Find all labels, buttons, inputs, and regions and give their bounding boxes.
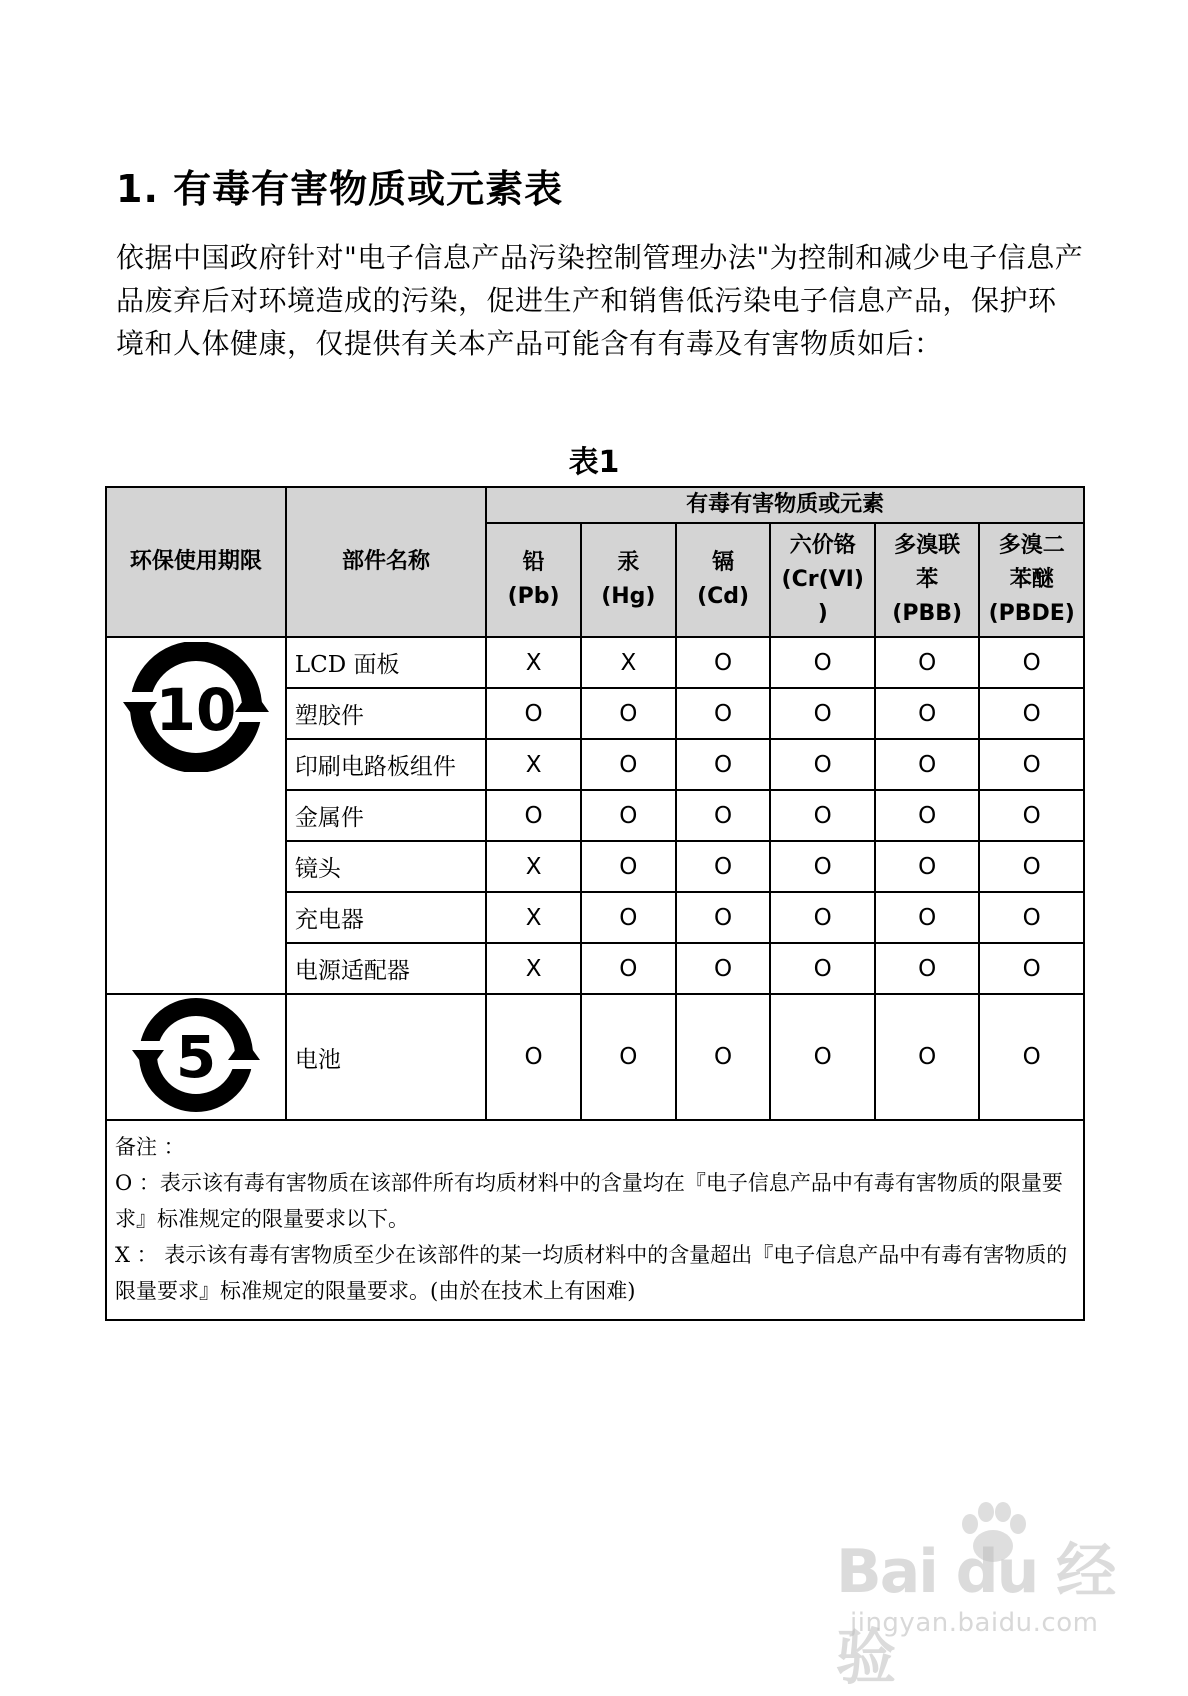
recycle-10-icon — [121, 642, 271, 772]
watermark-brand: Bai du 经验 — [836, 1537, 1115, 1693]
part-name: 塑胶件 — [286, 688, 486, 739]
mark-cell: O — [875, 688, 979, 739]
part-name: 金属件 — [286, 790, 486, 841]
mark-cell: O — [979, 892, 1084, 943]
header-row — [106, 487, 1084, 523]
mark-cell: O — [770, 943, 874, 994]
section-heading: 1. 有毒有害物质或元素表 — [116, 167, 564, 211]
table-row — [106, 637, 1084, 688]
hazardous-substance-table — [105, 486, 1085, 1321]
table-caption: 表1 — [568, 445, 620, 480]
mark-cell: O — [581, 892, 676, 943]
baidu-jingyan-watermark — [836, 1500, 1136, 1693]
recycle-5-icon — [126, 997, 266, 1113]
notes-row — [106, 1120, 1084, 1320]
mark-cell: X — [486, 739, 581, 790]
mark-cell: O — [676, 841, 771, 892]
intro-paragraph: 依据中国政府针对"电子信息产品污染控制管理办法"为控制和减少电子信息产品废弃后对环境造成的污染，促进生产和销售低污染电子信息产品，保护环境和人体健康，仅提供有关本产品可能含有有毒及有害物质如后： — [116, 241, 1084, 360]
mark-cell: O — [770, 637, 874, 688]
mark-cell: O — [979, 739, 1084, 790]
watermark-url: jingyan.baidu.com — [850, 1608, 1099, 1638]
header-substance-group: 有毒有害物质或元素 — [486, 487, 1084, 523]
header-lead: 铅 (Pb) — [486, 523, 581, 637]
mark-cell: X — [486, 943, 581, 994]
mark-cell: O — [676, 943, 771, 994]
mark-cell: O — [486, 994, 581, 1120]
header-cadmium: 镉 (Cd) — [676, 523, 771, 637]
mark-cell: O — [581, 688, 676, 739]
header-pbb: 多溴联 苯 (PBB) — [875, 523, 979, 637]
part-name: 镜头 — [286, 841, 486, 892]
notes-x-legend: X ： 表示该有毒有害物质至少在该部件的某一均质材料中的含量超出『电子信息产品中有毒有害物质的限量要求』标准规定的限量要求。(由於在技术上有困难) — [115, 1243, 1068, 1303]
mark-cell: O — [770, 994, 874, 1120]
mark-cell: O — [581, 841, 676, 892]
epup-10-logo-cell — [106, 637, 286, 994]
mark-cell: X — [486, 841, 581, 892]
mark-cell: O — [979, 841, 1084, 892]
mark-cell: O — [486, 688, 581, 739]
mark-cell: O — [770, 790, 874, 841]
part-name: 电源适配器 — [286, 943, 486, 994]
header-period: 环保使用期限 — [106, 487, 286, 637]
mark-cell: X — [581, 637, 676, 688]
notes-cell — [106, 1120, 1084, 1320]
mark-cell: O — [979, 994, 1084, 1120]
part-name: LCD 面板 — [286, 637, 486, 688]
logo-5-number: 5 — [175, 1023, 217, 1091]
mark-cell: O — [581, 994, 676, 1120]
mark-cell: O — [676, 739, 771, 790]
mark-cell: O — [486, 790, 581, 841]
epup-5-logo-cell — [106, 994, 286, 1120]
mark-cell: X — [486, 892, 581, 943]
mark-cell: O — [979, 943, 1084, 994]
mark-cell: O — [770, 739, 874, 790]
mark-cell: O — [979, 637, 1084, 688]
part-name: 电池 — [286, 994, 486, 1120]
mark-cell: O — [875, 892, 979, 943]
mark-cell: O — [770, 841, 874, 892]
mark-cell: O — [875, 943, 979, 994]
header-pbde: 多溴二 苯醚 (PBDE) — [979, 523, 1084, 637]
mark-cell: O — [676, 790, 771, 841]
logo-10-number: 10 — [155, 676, 237, 744]
part-name: 印刷电路板组件 — [286, 739, 486, 790]
header-chromium: 六价铬 (Cr(VI) ) — [770, 523, 874, 637]
mark-cell: O — [875, 790, 979, 841]
header-mercury: 汞 (Hg) — [581, 523, 676, 637]
notes-title: 备注 ： — [115, 1135, 185, 1159]
part-name: 充电器 — [286, 892, 486, 943]
mark-cell: O — [875, 841, 979, 892]
mark-cell: O — [676, 892, 771, 943]
mark-cell: O — [770, 892, 874, 943]
header-part-name: 部件名称 — [286, 487, 486, 637]
mark-cell: O — [875, 637, 979, 688]
mark-cell: O — [676, 637, 771, 688]
mark-cell: O — [581, 943, 676, 994]
table-row-battery — [106, 994, 1084, 1120]
mark-cell: O — [581, 739, 676, 790]
mark-cell: O — [875, 739, 979, 790]
mark-cell: O — [979, 790, 1084, 841]
notes-o-legend: O ：表示该有毒有害物质在该部件所有均质材料中的含量均在『电子信息产品中有毒有害物质的限量要求』标准规定的限量要求以下。 — [115, 1171, 1063, 1231]
mark-cell: O — [676, 688, 771, 739]
mark-cell: O — [676, 994, 771, 1120]
mark-cell: O — [875, 994, 979, 1120]
mark-cell: O — [770, 688, 874, 739]
mark-cell: O — [979, 688, 1084, 739]
mark-cell: O — [581, 790, 676, 841]
mark-cell: X — [486, 637, 581, 688]
